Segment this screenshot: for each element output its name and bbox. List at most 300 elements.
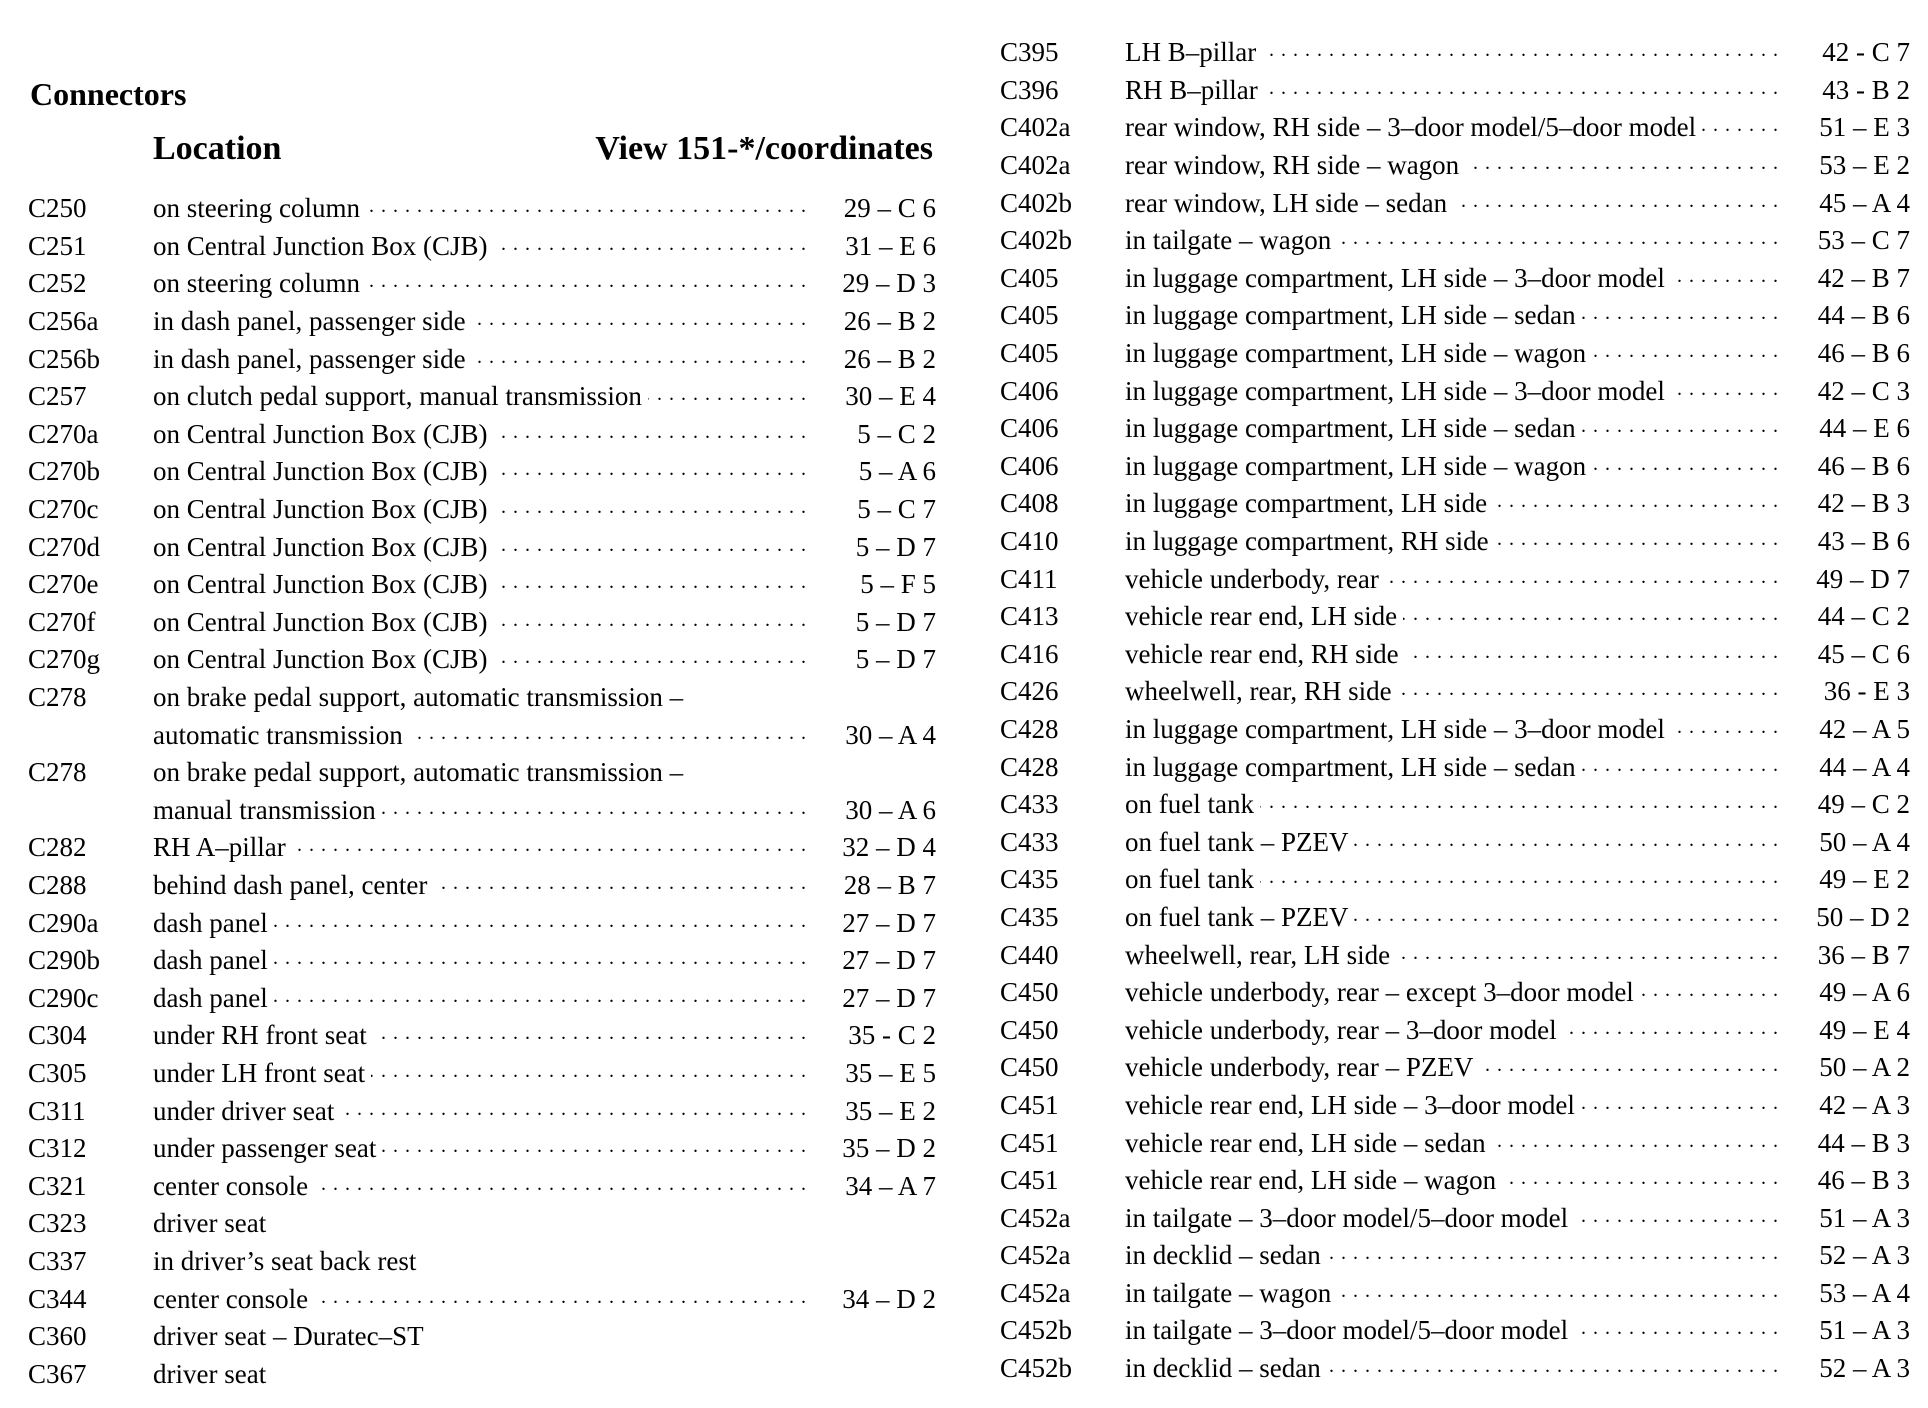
connector-code: C435 bbox=[1000, 864, 1059, 895]
connector-coordinates: 31 – E 6 bbox=[845, 230, 936, 261]
connector-code: C433 bbox=[1000, 789, 1059, 820]
connector-location bbox=[1125, 977, 1784, 1008]
connector-coordinates: 50 – D 2 bbox=[1816, 901, 1910, 932]
connector-location bbox=[1125, 1128, 1784, 1159]
connector-row bbox=[28, 604, 936, 642]
connector-coordinates: 5 – C 2 bbox=[857, 418, 936, 449]
connector-location bbox=[153, 381, 810, 412]
connector-code: C304 bbox=[28, 1020, 87, 1051]
connector-row bbox=[1000, 72, 1910, 110]
connector-code: C270f bbox=[28, 606, 96, 637]
connector-location-text: vehicle underbody, rear – 3–door model bbox=[1125, 1015, 1563, 1045]
connector-row bbox=[28, 1355, 936, 1393]
connector-row bbox=[1000, 1162, 1910, 1200]
connector-coordinates: 46 – B 6 bbox=[1817, 450, 1910, 481]
connector-location bbox=[153, 644, 810, 675]
connector-location bbox=[1125, 526, 1784, 557]
connector-coordinates: 49 – E 4 bbox=[1819, 1014, 1910, 1045]
connector-code: C405 bbox=[1000, 338, 1059, 369]
connector-row bbox=[1000, 1087, 1910, 1125]
connector-coordinates: 43 – B 6 bbox=[1817, 526, 1910, 557]
connector-row bbox=[28, 1055, 936, 1093]
connector-code: C323 bbox=[28, 1208, 87, 1239]
connector-location bbox=[1125, 1240, 1784, 1271]
connector-row bbox=[28, 754, 936, 792]
connector-coordinates: 35 - C 2 bbox=[848, 1020, 936, 1051]
connector-coordinates: 28 – B 7 bbox=[843, 869, 936, 900]
connector-location-text: on Central Junction Box (CJB) bbox=[153, 644, 493, 674]
connector-coordinates: 5 – D 7 bbox=[855, 644, 936, 675]
connector-location-text: in luggage compartment, LH side – 3–door model bbox=[1125, 376, 1671, 406]
connector-location-text: vehicle underbody, rear bbox=[1125, 564, 1385, 594]
connector-row bbox=[1000, 485, 1910, 523]
connector-location-text: in tailgate – wagon bbox=[1125, 1278, 1337, 1308]
connector-code: C406 bbox=[1000, 375, 1059, 406]
connector-row bbox=[1000, 1275, 1910, 1313]
connector-row bbox=[28, 491, 936, 529]
connector-location-text: manual transmission bbox=[153, 795, 382, 825]
connector-location bbox=[153, 795, 810, 826]
connector-coordinates: 45 – A 4 bbox=[1819, 187, 1910, 218]
connector-row bbox=[1000, 1011, 1910, 1049]
connector-code: C282 bbox=[28, 832, 87, 863]
connector-row bbox=[1000, 1312, 1910, 1350]
connector-location bbox=[153, 193, 810, 224]
connector-coordinates: 34 – A 7 bbox=[845, 1170, 936, 1201]
connector-code: C311 bbox=[28, 1095, 86, 1126]
connector-location bbox=[153, 344, 810, 375]
connector-row bbox=[1000, 748, 1910, 786]
connector-code: C270c bbox=[28, 494, 99, 525]
connector-row bbox=[28, 1205, 936, 1243]
connector-location-text: under passenger seat bbox=[153, 1133, 382, 1163]
connector-code: C451 bbox=[1000, 1089, 1059, 1120]
connector-coordinates: 44 – E 6 bbox=[1819, 413, 1910, 444]
connector-coordinates: 53 – E 2 bbox=[1819, 150, 1910, 181]
connector-row bbox=[28, 1092, 936, 1130]
connector-location-text: on steering column bbox=[153, 193, 366, 223]
connector-location bbox=[1125, 112, 1784, 143]
connector-location-text: vehicle rear end, LH side bbox=[1125, 601, 1403, 631]
connector-coordinates: 45 – C 6 bbox=[1817, 638, 1910, 669]
connector-code: C290c bbox=[28, 982, 99, 1013]
connector-code: C402b bbox=[1000, 187, 1073, 218]
connector-row-continuation bbox=[28, 716, 936, 754]
connector-location bbox=[1125, 1090, 1784, 1121]
connector-row bbox=[28, 1243, 936, 1281]
location-header: Location bbox=[153, 130, 282, 167]
connector-list-left bbox=[28, 190, 936, 1393]
connector-location bbox=[1125, 1052, 1784, 1083]
connector-location bbox=[153, 1171, 810, 1202]
connector-location bbox=[1125, 225, 1784, 256]
connector-location-text: RH A–pillar bbox=[153, 832, 292, 862]
connector-location bbox=[153, 720, 810, 751]
connector-location bbox=[1125, 451, 1784, 482]
connector-code: C402b bbox=[1000, 225, 1073, 256]
connector-location bbox=[153, 1058, 810, 1089]
connector-coordinates: 35 – E 5 bbox=[845, 1057, 936, 1088]
connector-row bbox=[28, 1017, 936, 1055]
connector-location-text: on clutch pedal support, manual transmission bbox=[153, 381, 648, 411]
connector-code: C337 bbox=[28, 1245, 87, 1276]
connector-row bbox=[1000, 861, 1910, 899]
connector-location-text: driver seat – Duratec–ST bbox=[153, 1321, 430, 1351]
connector-row bbox=[1000, 184, 1910, 222]
connector-coordinates: 51 – E 3 bbox=[1819, 112, 1910, 143]
connector-location-text: vehicle underbody, rear – except 3–door model bbox=[1125, 977, 1640, 1007]
connector-coordinates: 36 – B 7 bbox=[1817, 939, 1910, 970]
connector-code: C278 bbox=[28, 682, 87, 713]
connector-location-text: under driver seat bbox=[153, 1096, 340, 1126]
connector-location-text: in luggage compartment, LH side – wagon bbox=[1125, 338, 1592, 368]
connector-code: C270g bbox=[28, 644, 101, 675]
connector-location bbox=[1125, 188, 1784, 219]
connector-location-text: under LH front seat bbox=[153, 1058, 371, 1088]
connector-row bbox=[28, 378, 936, 416]
connector-code: C256a bbox=[28, 306, 99, 337]
page-title: Connectors bbox=[30, 76, 187, 112]
connector-location bbox=[153, 306, 810, 337]
connector-code: C451 bbox=[1000, 1127, 1059, 1158]
connector-row bbox=[28, 1280, 936, 1318]
connector-location-text: in tailgate – 3–door model/5–door model bbox=[1125, 1203, 1574, 1233]
connector-coordinates: 42 – C 3 bbox=[1817, 375, 1910, 406]
connector-location bbox=[153, 908, 810, 939]
connector-location-text: on fuel tank bbox=[1125, 789, 1260, 819]
connector-location-text: on Central Junction Box (CJB) bbox=[153, 569, 493, 599]
connector-code: C435 bbox=[1000, 901, 1059, 932]
connector-code: C395 bbox=[1000, 37, 1059, 68]
connector-code: C270b bbox=[28, 456, 101, 487]
connector-coordinates: 5 – D 7 bbox=[855, 531, 936, 562]
connector-location bbox=[1125, 714, 1784, 745]
connector-location bbox=[153, 682, 810, 713]
connector-location bbox=[153, 1359, 810, 1390]
connector-location bbox=[1125, 601, 1784, 632]
connector-location bbox=[1125, 150, 1784, 181]
connector-row bbox=[28, 528, 936, 566]
connector-row bbox=[28, 679, 936, 717]
connector-row bbox=[1000, 936, 1910, 974]
connector-code: C452b bbox=[1000, 1353, 1073, 1384]
connector-code: C450 bbox=[1000, 977, 1059, 1008]
connector-coordinates: 30 – A 6 bbox=[845, 794, 936, 825]
connector-coordinates: 34 – D 2 bbox=[842, 1283, 936, 1314]
connector-code: C270d bbox=[28, 531, 101, 562]
connector-location bbox=[153, 1321, 810, 1352]
connector-code: C257 bbox=[28, 381, 87, 412]
connector-location-text: on fuel tank bbox=[1125, 864, 1260, 894]
connector-code: C452a bbox=[1000, 1240, 1071, 1271]
connector-row bbox=[1000, 410, 1910, 448]
connector-location bbox=[1125, 413, 1784, 444]
connector-row bbox=[1000, 560, 1910, 598]
connector-row bbox=[1000, 523, 1910, 561]
connector-coordinates: 35 – D 2 bbox=[842, 1133, 936, 1164]
connector-row bbox=[1000, 598, 1910, 636]
connector-location bbox=[153, 757, 810, 788]
connector-row bbox=[28, 566, 936, 604]
connector-location bbox=[153, 456, 810, 487]
connector-location bbox=[1125, 263, 1784, 294]
connector-coordinates: 49 – D 7 bbox=[1816, 563, 1910, 594]
connector-location-text: automatic transmission bbox=[153, 720, 409, 750]
connector-location bbox=[1125, 1278, 1784, 1309]
connector-code: C450 bbox=[1000, 1052, 1059, 1083]
connector-location bbox=[1125, 488, 1784, 519]
connector-location bbox=[153, 1133, 810, 1164]
connector-coordinates: 42 – A 5 bbox=[1819, 713, 1910, 744]
connector-code: C433 bbox=[1000, 826, 1059, 857]
connector-code: C250 bbox=[28, 193, 87, 224]
connector-location-text: center console bbox=[153, 1171, 314, 1201]
connector-location bbox=[1125, 37, 1784, 68]
connector-location bbox=[1125, 376, 1784, 407]
connector-row bbox=[1000, 974, 1910, 1012]
connector-location-text: vehicle rear end, LH side – wagon bbox=[1125, 1165, 1502, 1195]
connector-code: C416 bbox=[1000, 638, 1059, 669]
connector-row bbox=[28, 867, 936, 905]
connector-location bbox=[1125, 1015, 1784, 1046]
connector-location-text: on Central Junction Box (CJB) bbox=[153, 607, 493, 637]
connector-coordinates: 5 – A 6 bbox=[858, 456, 936, 487]
connector-code: C256b bbox=[28, 343, 101, 374]
connector-row bbox=[1000, 222, 1910, 260]
connector-location bbox=[153, 1096, 810, 1127]
connector-location bbox=[153, 945, 810, 976]
connector-coordinates: 26 – B 2 bbox=[843, 306, 936, 337]
connector-coordinates: 27 – D 7 bbox=[842, 945, 936, 976]
connector-code: C312 bbox=[28, 1133, 87, 1164]
connector-code: C405 bbox=[1000, 262, 1059, 293]
connector-location bbox=[153, 494, 810, 525]
connector-location bbox=[1125, 827, 1784, 858]
connector-location-text: rear window, RH side – 3–door model/5–door model bbox=[1125, 112, 1702, 142]
connector-location-text: in tailgate – 3–door model/5–door model bbox=[1125, 1315, 1574, 1345]
connector-row bbox=[1000, 1124, 1910, 1162]
connector-coordinates: 46 – B 3 bbox=[1817, 1165, 1910, 1196]
connector-location bbox=[1125, 1315, 1784, 1346]
connector-row bbox=[1000, 1199, 1910, 1237]
connector-location bbox=[153, 607, 810, 638]
connector-code: C452a bbox=[1000, 1202, 1071, 1233]
connector-row bbox=[1000, 823, 1910, 861]
connector-location bbox=[153, 569, 810, 600]
connector-coordinates: 49 – E 2 bbox=[1819, 864, 1910, 895]
connector-code: C288 bbox=[28, 869, 87, 900]
connector-coordinates: 42 – A 3 bbox=[1819, 1089, 1910, 1120]
connector-coordinates: 53 – C 7 bbox=[1817, 225, 1910, 256]
connector-location-text: in luggage compartment, LH side – 3–door model bbox=[1125, 714, 1671, 744]
connector-location-text: dash panel bbox=[153, 908, 274, 938]
connector-location-text: in decklid – sedan bbox=[1125, 1353, 1327, 1383]
connector-location-text: on Central Junction Box (CJB) bbox=[153, 456, 493, 486]
connector-coordinates: 44 – B 6 bbox=[1817, 300, 1910, 331]
connector-coordinates: 53 – A 4 bbox=[1819, 1277, 1910, 1308]
connector-location-text: center console bbox=[153, 1284, 314, 1314]
connector-coordinates: 30 – E 4 bbox=[845, 381, 936, 412]
connector-location bbox=[1125, 564, 1784, 595]
connector-location-text: LH B–pillar bbox=[1125, 37, 1262, 67]
connector-coordinates: 49 – C 2 bbox=[1817, 789, 1910, 820]
connector-location-text: rear window, RH side – wagon bbox=[1125, 150, 1465, 180]
connector-coordinates: 27 – D 7 bbox=[842, 982, 936, 1013]
connector-location-text: in luggage compartment, LH side – wagon bbox=[1125, 451, 1592, 481]
connector-coordinates: 27 – D 7 bbox=[842, 907, 936, 938]
connector-row bbox=[28, 453, 936, 491]
connector-location bbox=[1125, 902, 1784, 933]
connector-location-text: on brake pedal support, automatic transmission – bbox=[153, 682, 689, 712]
connector-code: C290b bbox=[28, 945, 101, 976]
connector-row bbox=[1000, 899, 1910, 937]
connector-location bbox=[1125, 1203, 1784, 1234]
connector-row bbox=[28, 979, 936, 1017]
connector-code: C408 bbox=[1000, 488, 1059, 519]
connector-code: C360 bbox=[28, 1321, 87, 1352]
connector-coordinates: 42 - C 7 bbox=[1822, 37, 1910, 68]
connector-location bbox=[153, 532, 810, 563]
connector-location bbox=[1125, 1353, 1784, 1384]
connector-code: C450 bbox=[1000, 1014, 1059, 1045]
connector-row bbox=[1000, 673, 1910, 711]
connector-code: C367 bbox=[28, 1358, 87, 1389]
connector-location bbox=[1125, 940, 1784, 971]
connector-code: C251 bbox=[28, 230, 87, 261]
connector-location-text: on steering column bbox=[153, 268, 366, 298]
connector-code: C413 bbox=[1000, 601, 1059, 632]
connector-code: C344 bbox=[28, 1283, 87, 1314]
connector-row bbox=[1000, 786, 1910, 824]
connector-code: C252 bbox=[28, 268, 87, 299]
connector-location-text: in decklid – sedan bbox=[1125, 1240, 1327, 1270]
view-coordinates-header: View 151-*/coordinates bbox=[595, 130, 933, 167]
connector-location-text: on fuel tank – PZEV bbox=[1125, 827, 1354, 857]
connector-code: C270a bbox=[28, 418, 99, 449]
connector-code: C440 bbox=[1000, 939, 1059, 970]
connector-location bbox=[153, 419, 810, 450]
connector-row bbox=[28, 1130, 936, 1168]
connector-code: C426 bbox=[1000, 676, 1059, 707]
connector-row bbox=[1000, 1350, 1910, 1388]
connector-code: C406 bbox=[1000, 450, 1059, 481]
connector-row bbox=[28, 1318, 936, 1356]
connector-row bbox=[28, 228, 936, 266]
connector-coordinates: 46 – B 6 bbox=[1817, 338, 1910, 369]
connector-code: C402a bbox=[1000, 150, 1071, 181]
connector-location-text: wheelwell, rear, LH side bbox=[1125, 940, 1396, 970]
connector-location bbox=[153, 1020, 810, 1051]
connector-code: C321 bbox=[28, 1170, 87, 1201]
connector-code: C270e bbox=[28, 569, 99, 600]
connector-location-text: in luggage compartment, LH side – sedan bbox=[1125, 413, 1582, 443]
connector-location bbox=[153, 268, 810, 299]
connector-coordinates: 50 – A 2 bbox=[1819, 1052, 1910, 1083]
connector-location-text: on Central Junction Box (CJB) bbox=[153, 532, 493, 562]
connector-location-text: vehicle underbody, rear – PZEV bbox=[1125, 1052, 1479, 1082]
connector-coordinates: 50 – A 4 bbox=[1819, 826, 1910, 857]
connector-row bbox=[1000, 109, 1910, 147]
connector-row-continuation bbox=[28, 792, 936, 830]
connector-row bbox=[28, 829, 936, 867]
connector-coordinates: 44 – A 4 bbox=[1819, 751, 1910, 782]
connector-coordinates: 5 – F 5 bbox=[860, 569, 936, 600]
connector-code: C278 bbox=[28, 757, 87, 788]
connector-location-text: in luggage compartment, LH side – 3–door model bbox=[1125, 263, 1671, 293]
connector-row bbox=[28, 942, 936, 980]
connector-coordinates: 30 – A 4 bbox=[845, 719, 936, 750]
connector-location bbox=[153, 832, 810, 863]
connector-row bbox=[1000, 1049, 1910, 1087]
connector-location bbox=[153, 870, 810, 901]
connector-coordinates: 32 – D 4 bbox=[842, 832, 936, 863]
connector-row bbox=[1000, 297, 1910, 335]
connector-coordinates: 49 – A 6 bbox=[1819, 977, 1910, 1008]
connector-location-text: driver seat bbox=[153, 1359, 272, 1389]
connector-code: C411 bbox=[1000, 563, 1058, 594]
connector-code: C451 bbox=[1000, 1165, 1059, 1196]
connector-location bbox=[1125, 338, 1784, 369]
connector-location bbox=[1125, 639, 1784, 670]
connector-row bbox=[28, 303, 936, 341]
connector-row bbox=[1000, 335, 1910, 373]
connector-location-text: in luggage compartment, LH side – sedan bbox=[1125, 752, 1582, 782]
connector-location bbox=[153, 1246, 810, 1277]
connector-location-text: in luggage compartment, RH side bbox=[1125, 526, 1495, 556]
connector-code: C452a bbox=[1000, 1277, 1071, 1308]
connector-coordinates: 29 – C 6 bbox=[843, 193, 936, 224]
connector-location bbox=[1125, 300, 1784, 331]
connector-code: C428 bbox=[1000, 751, 1059, 782]
connector-location-text: vehicle rear end, RH side bbox=[1125, 639, 1405, 669]
connector-location-text: on Central Junction Box (CJB) bbox=[153, 494, 493, 524]
connector-coordinates: 26 – B 2 bbox=[843, 343, 936, 374]
connector-row bbox=[28, 641, 936, 679]
connector-location bbox=[1125, 1165, 1784, 1196]
connector-list-right bbox=[1000, 34, 1910, 1387]
connector-coordinates: 52 – A 3 bbox=[1819, 1240, 1910, 1271]
connector-location bbox=[1125, 864, 1784, 895]
connector-location-text: wheelwell, rear, RH side bbox=[1125, 676, 1398, 706]
connector-location-text: RH B–pillar bbox=[1125, 75, 1264, 105]
connector-location-text: vehicle rear end, LH side – sedan bbox=[1125, 1128, 1492, 1158]
connector-row bbox=[1000, 34, 1910, 72]
connector-row bbox=[1000, 448, 1910, 486]
connector-location-text: dash panel bbox=[153, 983, 274, 1013]
connector-code: C402a bbox=[1000, 112, 1071, 143]
connector-code: C396 bbox=[1000, 74, 1059, 105]
connector-location-text: on Central Junction Box (CJB) bbox=[153, 231, 493, 261]
connector-location-text: behind dash panel, center bbox=[153, 870, 433, 900]
connector-location bbox=[1125, 752, 1784, 783]
connector-coordinates: 29 – D 3 bbox=[842, 268, 936, 299]
connector-row bbox=[1000, 372, 1910, 410]
connector-code: C305 bbox=[28, 1057, 87, 1088]
connector-location bbox=[153, 1284, 810, 1315]
connector-coordinates: 52 – A 3 bbox=[1819, 1353, 1910, 1384]
connector-location-text: vehicle rear end, LH side – 3–door model bbox=[1125, 1090, 1581, 1120]
connector-location bbox=[1125, 789, 1784, 820]
connector-coordinates: 51 – A 3 bbox=[1819, 1315, 1910, 1346]
connector-row bbox=[1000, 636, 1910, 674]
connector-code: C406 bbox=[1000, 413, 1059, 444]
connector-location-text: in luggage compartment, LH side bbox=[1125, 488, 1493, 518]
connector-row bbox=[1000, 711, 1910, 749]
connector-row bbox=[28, 904, 936, 942]
connector-row bbox=[28, 1167, 936, 1205]
connector-coordinates: 44 – C 2 bbox=[1817, 601, 1910, 632]
connector-coordinates: 5 – C 7 bbox=[857, 494, 936, 525]
